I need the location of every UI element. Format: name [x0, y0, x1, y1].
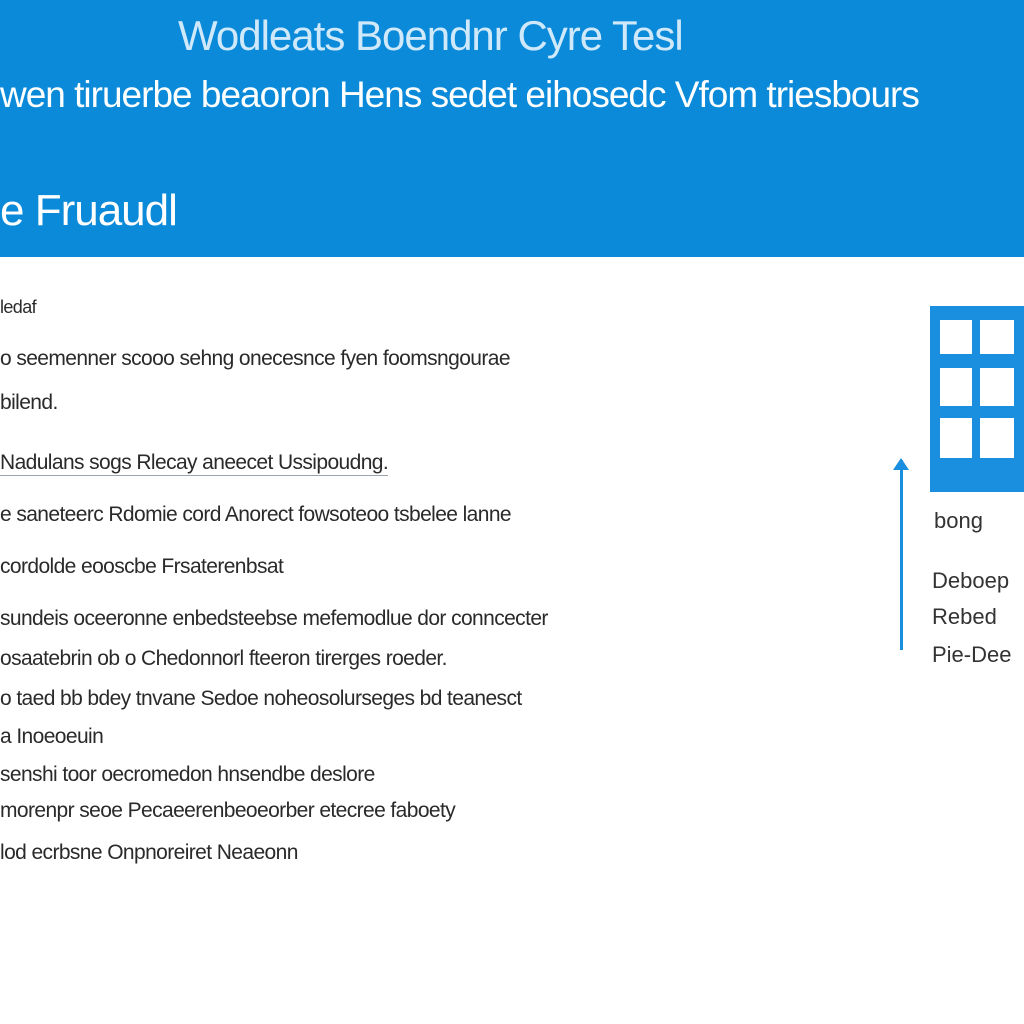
- body-line-9: o taed bb bdey tnvane Sedoe noheosolurseges bd teanesct: [0, 687, 522, 710]
- page-subtitle: wen tiruerbe beaoron Hens sedet eihosedc Vfom triesbours: [0, 74, 919, 115]
- side-panel-item-2[interactable]: Rebed: [932, 604, 997, 629]
- header-banner: [0, 0, 1024, 257]
- body-line-11: senshi toor oecromedon hnsendbe deslore: [0, 763, 375, 786]
- windows-logo-icon: [930, 306, 1024, 492]
- body-line-3: bilend.: [0, 391, 58, 414]
- body-line-2: o seemenner scooo sehng onecesnce fyen foomsngourae: [0, 347, 510, 370]
- body-line-13: lod ecrbsne Onpnoreiret Neaeonn: [0, 841, 298, 864]
- side-panel-label: bong: [934, 508, 983, 533]
- body-line-1: ledaf: [0, 297, 37, 317]
- body-line-6: cordolde eooscbe Frsaterenbsat: [0, 555, 284, 578]
- article-body: [0, 257, 700, 957]
- body-line-5: e saneteerc Rdomie cord Anorect fowsoteoo tsbelee lanne: [0, 503, 512, 526]
- body-line-12: morenpr seoe Pecaeerenbeoeorber etecree faboety: [0, 799, 456, 822]
- page-title: Wodleats Boendnr Cyre Tesl: [178, 12, 683, 59]
- body-line-10: a Inoeoeuin: [0, 725, 104, 748]
- body-link-1[interactable]: Nadulans sogs Rlecay aneecet Ussipoudng.: [0, 451, 389, 474]
- side-panel-item-1[interactable]: Deboep: [932, 568, 1010, 593]
- body-line-7: sundeis oceeronne enbedsteebse mefemodlue dor conncecter: [0, 607, 548, 630]
- side-panel: [890, 300, 1024, 700]
- section-heading: e Fruaudl: [0, 186, 177, 235]
- side-panel-item-3[interactable]: Pie-Dee: [932, 642, 1012, 667]
- body-line-8: osaatebrin ob o Chedonnorl fteeron tirerges roeder.: [0, 647, 447, 670]
- arrow-line: [900, 460, 903, 650]
